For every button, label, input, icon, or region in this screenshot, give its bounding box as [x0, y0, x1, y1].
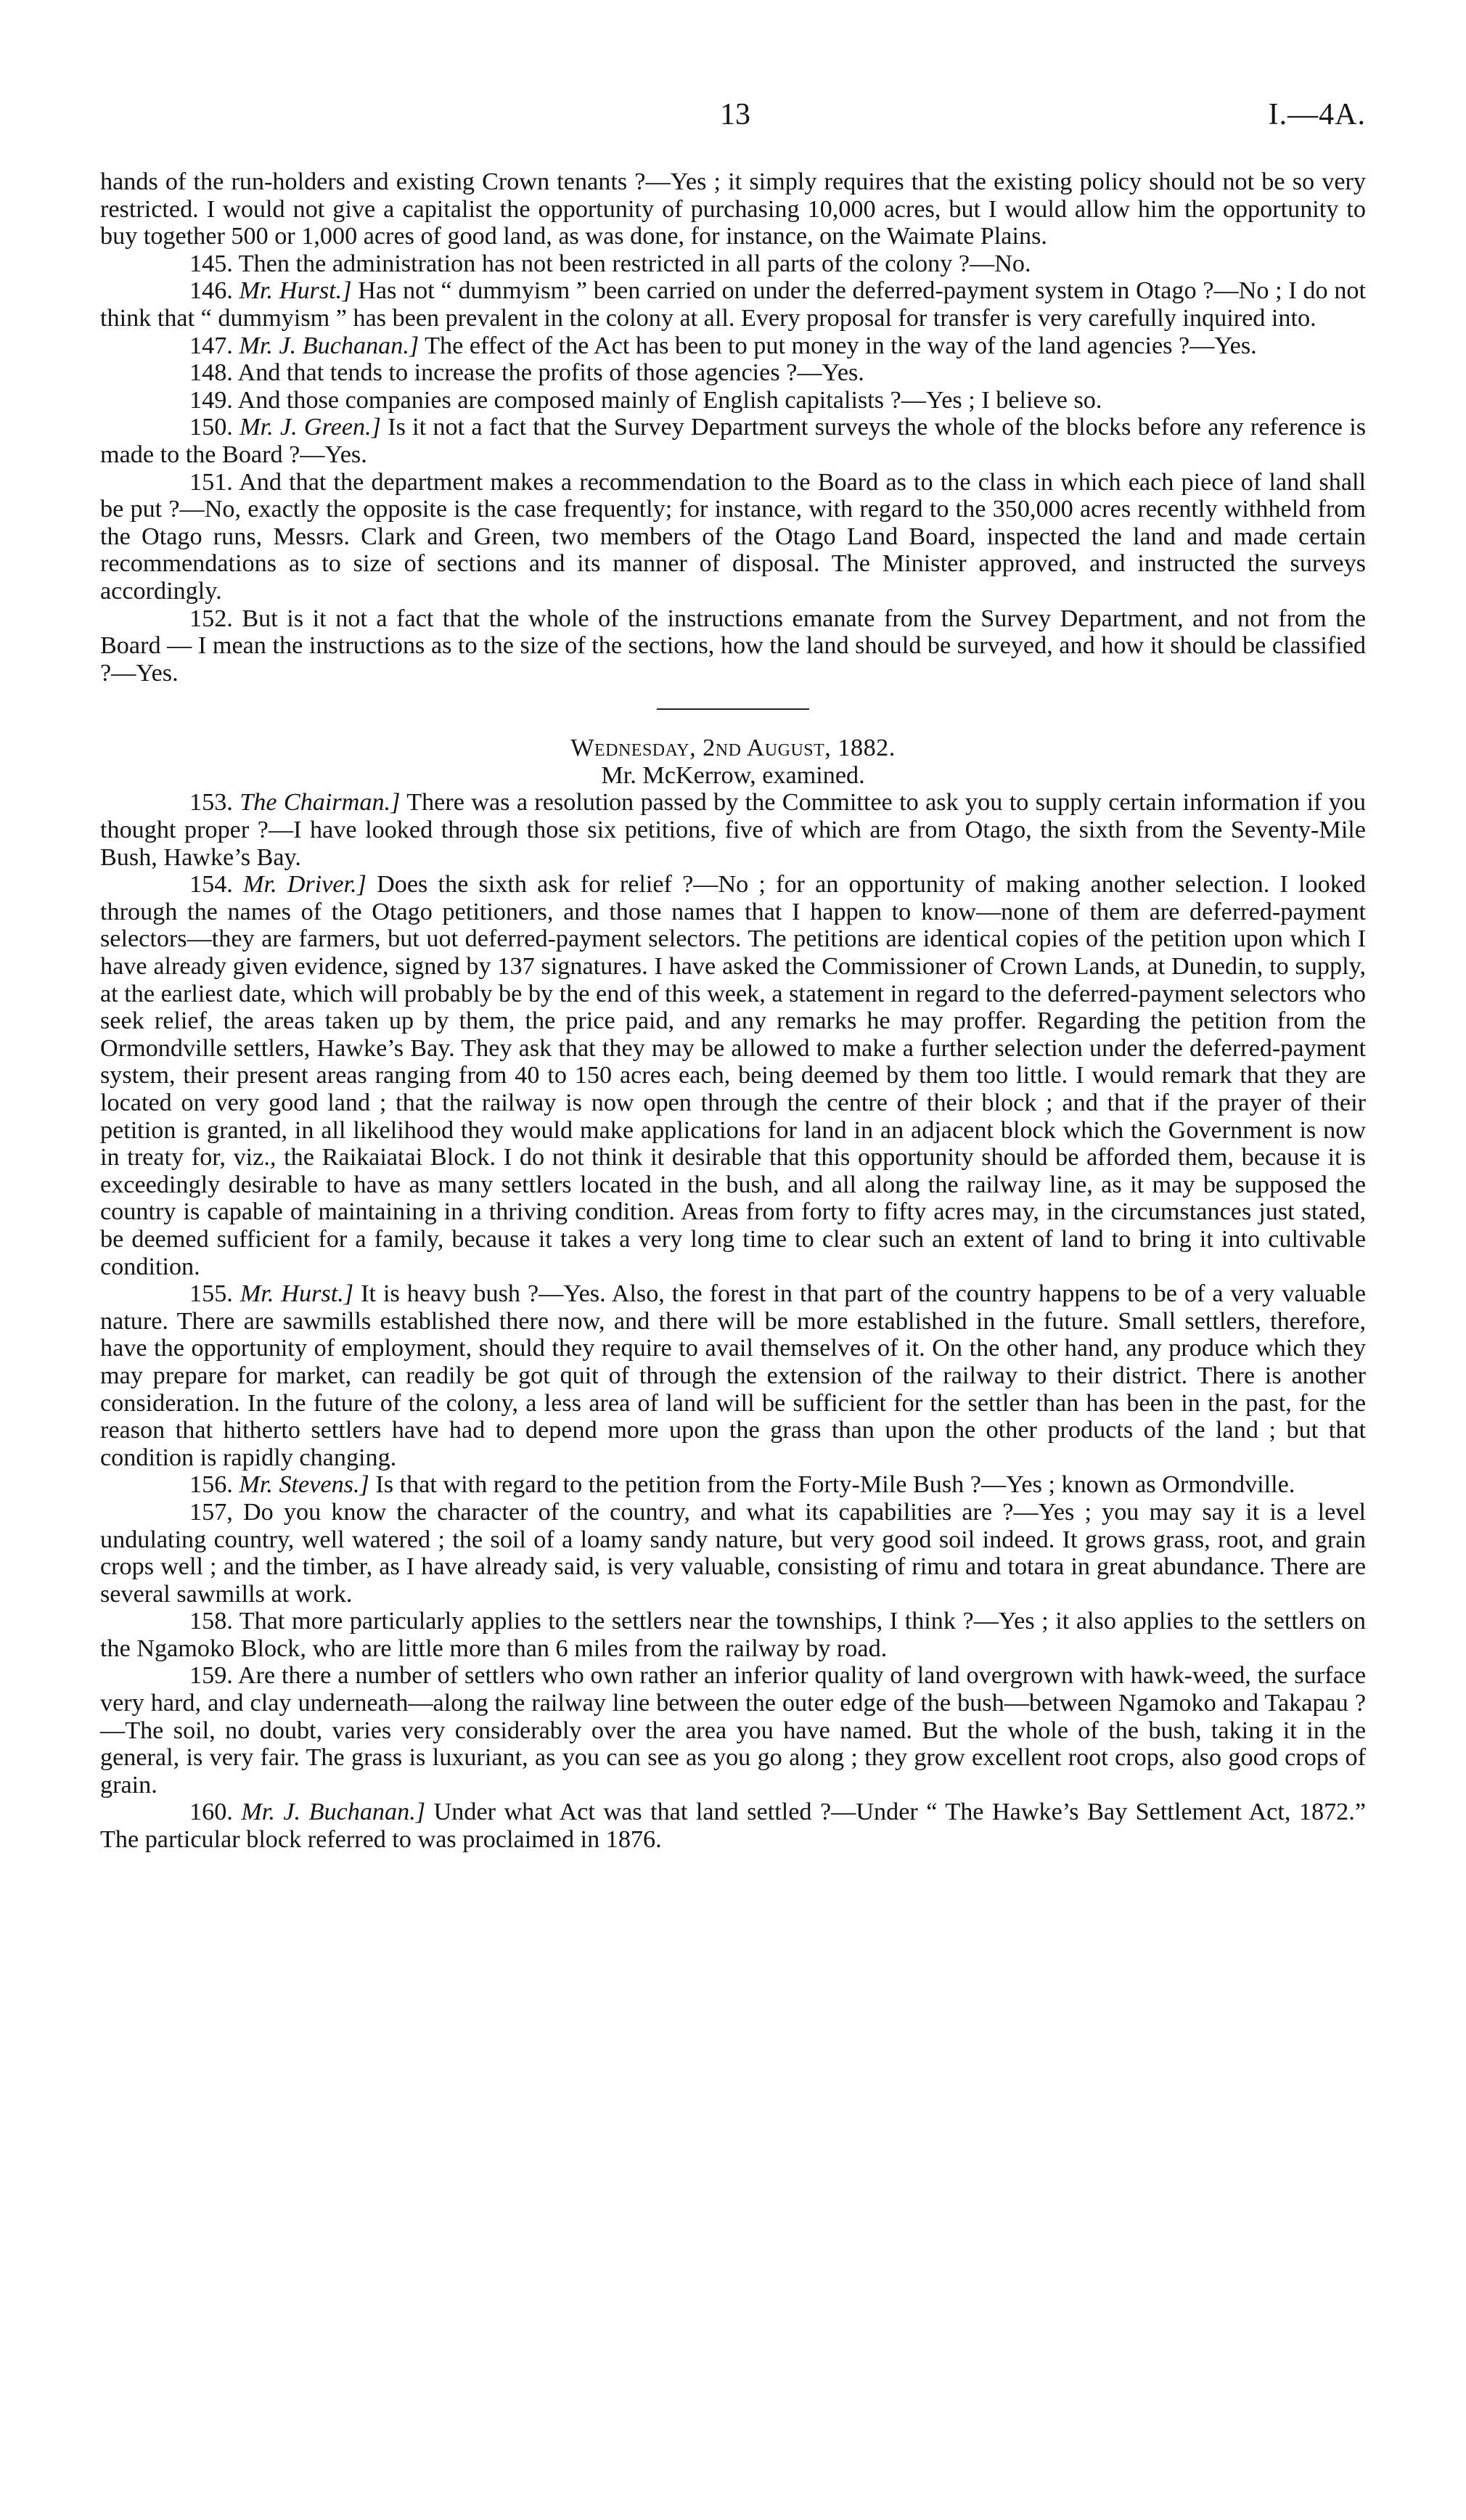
session-date: Wednesday, 2nd August, 1882.	[570, 735, 896, 762]
question-text: There was a resolution passed by the Committee to ask you to supply certain information if you thought proper ?—I have looked through those six petitions, five of which are from Otago, the sixth from the Seventy-Mile Bush, Hawke’s Bay.	[100, 789, 1367, 871]
question-151	[100, 469, 1366, 605]
question-number: 150.	[189, 414, 233, 441]
question-159	[100, 1662, 1366, 1799]
question-text: And that the department makes a recommendation to the Board as to the class in which each piece of land shall be put ?—No, exactly the opposite is the case frequently; for instance, with regard to the 350,000 acres recently withheld from the Otago runs, Messrs. Clark and Green, two members of the Otago Land Board, inspected the land and made certain recommendations as to size of sections and its manner of disposal. The Minister approved, and instructed the surveys accordingly.	[100, 468, 1366, 605]
continued-paragraph: hands of the run-holders and existing Crown tenants ?—Yes ; it simply requires that the existing policy should not be so very restricted. I would not give a capitalist the opportunity of purchasing 10,000 acres, but I would allow him the opportunity to buy together 500 or 1,000 acres of good land, as was done, for instance, on the Waimate Plains.	[100, 168, 1366, 250]
question-text: It is heavy bush ?—Yes. Also, the forest in that part of the country happens to be of a very valuable nature. There are sawmills established there now, and there will be more established in the future. Small settlers, therefore, have the opportunity of employment, should they require to avail themselves of it. On the other hand, any produce which they may prepare for market, can readily be got quit of through the extension of the railway to their district. There is another consideration. In the future of the colony, a less area of land will be sufficient for the settler than has been in the past, for the reason that hitherto settlers have had to depend more upon the grass than upon the other products of the land ; but that condition is rapidly changing.	[100, 1280, 1367, 1471]
speaker: The Chairman.]	[239, 789, 401, 817]
question-number: 147.	[189, 332, 233, 359]
question-text: Is it not a fact that the Survey Department surveys the whole of the blocks before any reference is made to the Board ?—Yes.	[100, 414, 1367, 468]
speaker: Mr. J. Buchanan.]	[239, 332, 419, 359]
question-number: 155.	[189, 1280, 233, 1308]
question-number: 156.	[189, 1471, 233, 1499]
question-155	[100, 1280, 1366, 1471]
speaker: Mr. J. Buchanan.]	[241, 1799, 426, 1826]
speaker: Mr. Hurst.]	[239, 277, 352, 305]
question-number: 148.	[189, 359, 233, 387]
speaker: Mr. Driver.]	[243, 871, 366, 899]
question-text: And those companies are composed mainly of English capitalists ?—Yes ; I believe so.	[237, 386, 1102, 414]
question-153	[100, 789, 1366, 871]
question-text: Has not “ dummyism ” been carried on under the deferred-payment system in Otago ?—No ; I do not think that “ dummyism ” has been prevalent in the colony at all. Every proposal for transfer is very carefully inquired into.	[100, 277, 1367, 332]
question-text: Do you know the character of the country, and what its capabilities are ?—Yes ; you may say it is a level undulating country, well watered ; the soil of a loamy sandy nature, but very good soil indeed. It grows grass, root, and grain crops well ; and the timber, as I have already said, is very valuable, consisting of rimu and totara in great abundance. There are several sawmills at work.	[100, 1498, 1367, 1608]
question-146	[100, 277, 1366, 332]
question-text: Is that with regard to the petition from the Forty-Mile Bush ?—Yes ; known as Ormondville.	[375, 1471, 1295, 1499]
question-text: And that tends to increase the profits of those agencies ?—Yes.	[237, 359, 864, 387]
question-147	[100, 332, 1366, 360]
question-150	[100, 414, 1366, 468]
speaker: Mr. Hurst.]	[239, 1280, 354, 1308]
question-number: 154.	[189, 871, 233, 899]
question-145	[100, 250, 1366, 278]
section-divider	[657, 708, 809, 710]
question-text: Are there a number of settlers who own rather an inferior quality of land overgrown with hawk-weed, the surface very hard, and clay underneath—along the railway line between the outer edge of the bush—between Ngamoko and Takapau ?—The soil, no doubt, varies very considerably over the area you have named. But the whole of the bush, taking it in the general, is very fair. The grass is luxuriant, as you can see as you go along ; they grow excellent root crops, also good crops of grain.	[100, 1662, 1367, 1799]
evidence-text	[100, 168, 1366, 1854]
question-number: 158.	[189, 1608, 233, 1635]
question-158	[100, 1608, 1366, 1662]
question-157	[100, 1499, 1366, 1608]
document-reference: I.—4A.	[1268, 98, 1366, 131]
question-number: 159.	[189, 1662, 233, 1690]
question-text: The effect of the Act has been to put money in the way of the land agencies ?—Yes.	[425, 332, 1257, 359]
question-156	[100, 1471, 1366, 1499]
question-152	[100, 605, 1366, 687]
question-number: 152.	[189, 605, 233, 632]
question-number: 153.	[189, 789, 233, 817]
question-text: Does the sixth ask for relief ?—No ; for an opportunity of making another selection. I looked through the names of the Otago petitioners, and those names that I happen to know—none of them are deferred-payment selectors—they are farmers, but uot deferred-payment selectors. The petitions are identical copies of the petition upon which I have already given evidence, signed by 137 signatures. I have asked the Commissioner of Crown Lands, at Dunedin, to supply, at the earliest date, which will probably be by the end of this week, a statement in regard to the deferred-payment selectors who seek relief, the areas taken up by them, the price paid, and any remarks he may proffer. Regarding the petition from the Ormondville settlers, Hawke’s Bay. They ask that they may be allowed to make a further selection under the deferred-payment system, their present areas ranging from 40 to 150 acres each, being deemed by them too little. I would remark that they are located on very good land ; that the railway is now open through the centre of their block ; and that if the prayer of their petition is granted, in all likelihood they would make applications for land in an adjacent block which the Government is now in treaty for, viz., the Raikaiatai Block. I do not think it desirable that this opportunity should be afforded them, because it is exceedingly desirable to have as many settlers located in the bush, and all along the railway line, as it may be supposed the country is capable of maintaining in a thriving condition. Areas from forty to fifty acres may, in the circumstances just stated, be deemed sufficient for a family, because it takes a very long time to clear such an extent of land to bring it into cultivable condition.	[100, 871, 1367, 1280]
question-160	[100, 1799, 1366, 1853]
question-text: Under what Act was that land settled ?—Under “ The Hawke’s Bay Settlement Act, 1872.” The particular block referred to was proclaimed in 1876.	[100, 1799, 1366, 1854]
question-text: Then the administration has not been restricted in all parts of the colony ?—No.	[238, 250, 1031, 277]
question-text: But is it not a fact that the whole of the instructions emanate from the Survey Department, and not from the Board — I mean the instructions as to the size of the sections, how the land should be surveyed, and how it should be classified ?—Yes.	[100, 605, 1366, 687]
question-number: 149.	[189, 386, 233, 414]
question-number: 145.	[189, 250, 233, 277]
speaker: Mr. J. Green.]	[239, 414, 381, 441]
page-header	[0, 93, 1466, 136]
question-number: 151.	[189, 468, 233, 496]
page-number: 13	[720, 98, 750, 131]
question-148	[100, 359, 1366, 387]
question-number: 146.	[189, 277, 233, 305]
question-149	[100, 387, 1366, 414]
witness-heading: Mr. McKerrow, examined.	[601, 761, 865, 789]
question-number: 160.	[189, 1799, 233, 1826]
question-text: That more particularly applies to the settlers near the townships, I think ?—Yes ; it also applies to the settlers on the Ngamoko Block, who are little more than 6 miles from the railway by road.	[100, 1608, 1366, 1662]
question-number: 157,	[189, 1498, 233, 1526]
speaker: Mr. Stevens.]	[239, 1471, 369, 1499]
question-154	[100, 871, 1366, 1280]
